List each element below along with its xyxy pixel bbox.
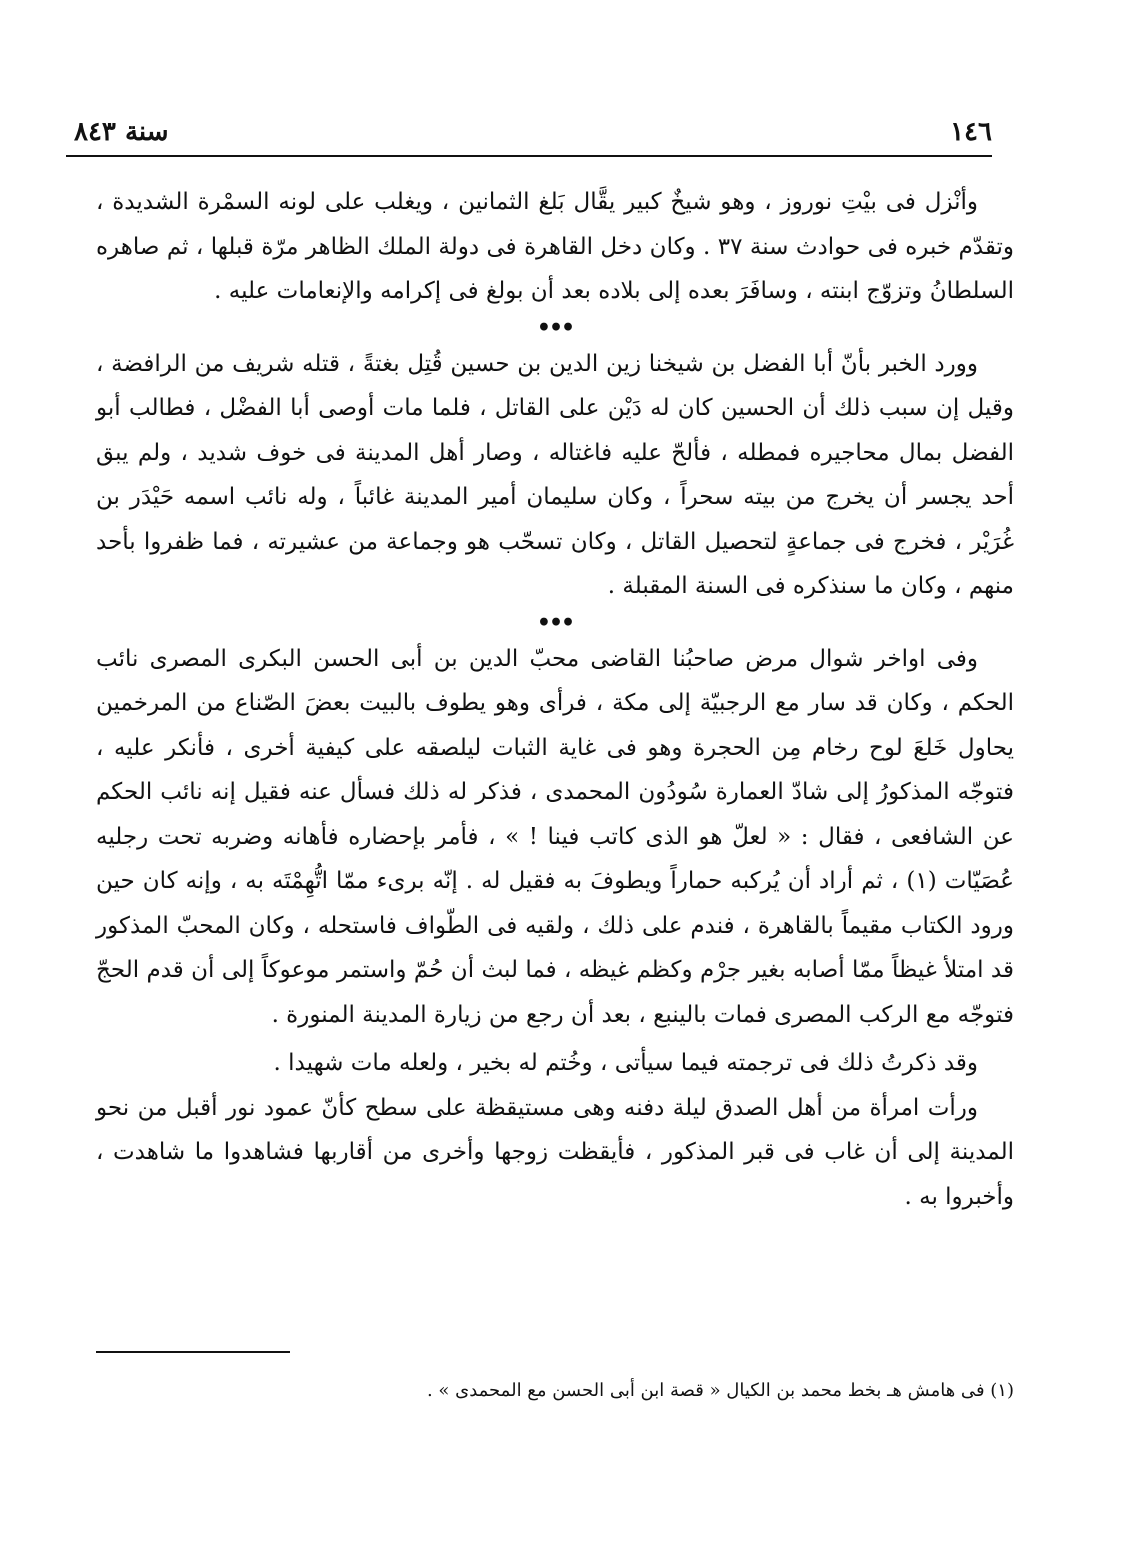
paragraph: وأنْزل فى بيْتِ نوروز ، وهو شيخٌ كبير يقَّال بَلغ الثمانين ، ويغلب على لونه السمْرة الشديدة ، وتقدّم خبره فى حوادث سنة ٣٧ . وكان دخل القاهرة فى دولة الملك الظاهر مرّة قبلها ، ثم صاهره السلطانُ وتزوّج ابنته ، وسافَرَ بعده إلى بلاده بعد أن بولغ فى إكرامه والإنعامات عليه .	[96, 189, 1014, 304]
section-separator: •••	[536, 609, 574, 636]
paragraph: ورأت امرأة من أهل الصدق ليلة دفنه وهى مستيقظة على سطح كأنّ عمود نور أقبل من نحو المدينة إلى أن غاب فى قبر المذكور ، فأيقظت زوجها وأخرى من أقاربها فشاهدوا ما شاهدت ، وأخبروا به .	[96, 1094, 1014, 1210]
running-title-year: سنة ٨٤٣	[74, 117, 169, 147]
paragraph: وفى اواخر شوال مرض صاحبُنا القاضى محبّ الدين بن أبى الحسن البكرى المصرى نائب الحكم ، وكان قد سار مع الرجبيّة إلى مكة ، فرأى وهو يطوف بالبيت بعضَ الصّناع من المرخمين يحاول خَلعَ لوح رخام مِن الحجرة وهو فى غاية الثبات ليلصقه على كيفية أخرى ، فأنكر عليه ، فتوجّه المذكورُ إلى شادّ العمارة سُودُون المحمدى ، فذكر له ذلك فسأل عنه فقيل إنه نائب الحكم عن الشافعى ، فقال : « لعلّ هو الذى كاتب فينا ! » ، فأمر بإحضاره فأهانه وضربه تحت رجليه عُصَيّات (١) ، ثم أراد أن يُركبه حماراً ويطوفَ به فقيل له . إنّه برىء ممّا اتُّهِمْتَه به ، وإنه كان حين ورود الكتاب مقيماً بالقاهرة ، فندم على ذلك ، ولقيه فى الطّواف فاستحله ، وكان المحبّ المذكور قد امتلأ غيظاً ممّا أصابه بغير جرْم وكظم غيظه ، فما لبث أن حُمّ واستمر موعوكاً إلى أن قدم الحجّ فتوجّه مع الركب المصرى فمات بالينبع ، بعد أن رجع من زيارة المدينة المنورة .	[96, 645, 1014, 1028]
main-text	[96, 180, 1014, 1219]
header-divider	[66, 155, 992, 157]
footnote-divider	[96, 1351, 290, 1353]
footnote: (١) فى هامش هـ بخط محمد بن الكيال « قصة ابن أبى الحسن مع المحمدى » .	[426, 1380, 1014, 1401]
page-header	[66, 112, 992, 152]
section-separator: •••	[536, 314, 574, 341]
page-number: ١٤٦	[950, 117, 992, 147]
paragraph: وورد الخبر بأنّ أبا الفضل بن شيخنا زين الدين بن حسين قُتِل بغتةً ، قتله شريف من الرافضة ، وقيل إن سبب ذلك أن الحسين كان له دَيْن على القاتل ، فلما مات أوصى أبا الفضْل ، فطالب أبو الفضل بمال محاجيره فمطله ، فألحّ عليه فاغتاله ، وصار أهل المدينة فى خوف شديد ، ولم يبق أحد يجسر أن يخرج من بيته سحراً ، وكان سليمان أمير المدينة غائباً ، وله نائب اسمه حَيْدَر بن غُرَيْر ، فخرج فى جماعةٍ لتحصيل القاتل ، وكان تسحّب هو وجماعة من عشيرته ، فما ظفروا بأحد منهم ، وكان ما سنذكره فى السنة المقبلة .	[96, 350, 1014, 599]
paragraph: وقد ذكرتُ ذلك فى ترجمته فيما سيأتى ، وخُتم له بخير ، ولعله مات شهيدا .	[273, 1050, 978, 1076]
